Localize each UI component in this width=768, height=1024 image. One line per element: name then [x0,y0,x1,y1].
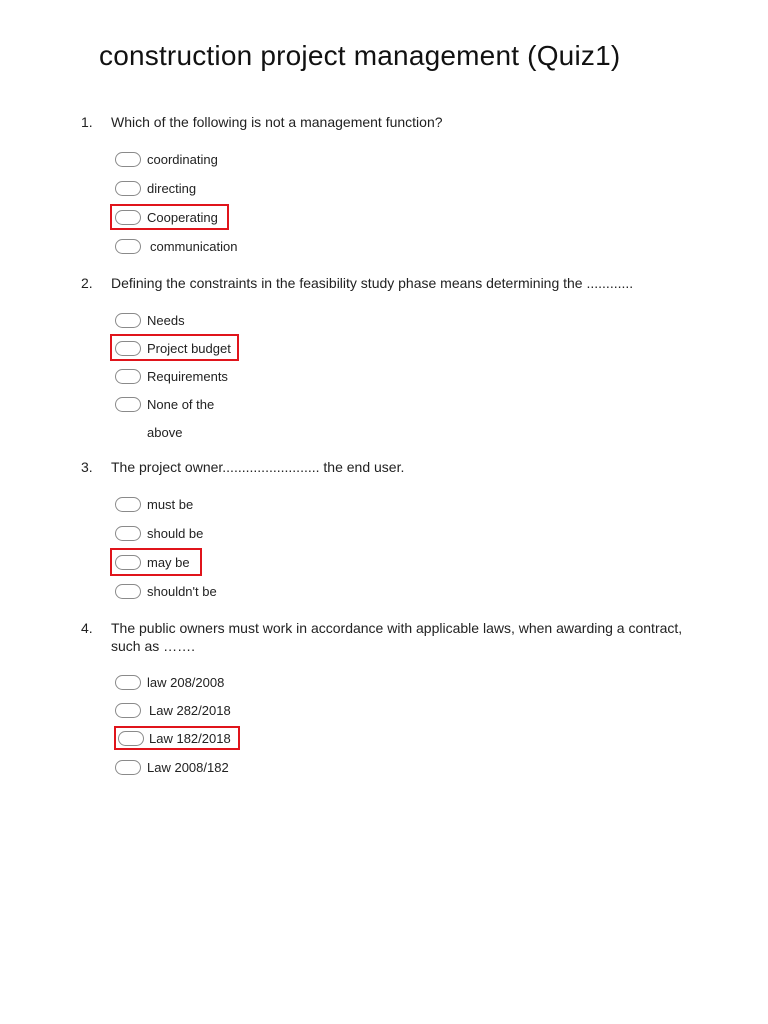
radio-button[interactable] [115,181,141,196]
radio-button[interactable] [115,675,141,690]
option-law-282-2018[interactable] [115,701,231,719]
question-number: 1. [81,114,93,130]
radio-button[interactable] [115,397,141,412]
question-text: The project owner......................... the end user. [111,459,405,475]
option-label-continuation: above [147,424,183,440]
option-law-208-2008[interactable] [115,673,224,691]
option-label: Law 182/2018 [149,730,231,746]
option-label: Cooperating [147,209,218,225]
radio-button[interactable] [115,239,141,254]
radio-button[interactable] [115,703,141,718]
option-label: must be [147,496,194,512]
option-label: None of the [147,396,215,412]
question-text: The public owners must work in accordance with applicable laws, when awarding a contract, such as ……. [111,620,683,654]
option-label: Law 2008/182 [147,759,229,775]
answer-highlight-box [110,204,229,230]
option-label: coordinating [147,151,218,167]
option-label: law 208/2008 [147,674,225,690]
page-title: construction project management (Quiz1) [99,40,621,71]
question-number: 4. [81,620,93,636]
option-none-of-the-above[interactable] [115,395,214,413]
radio-button[interactable] [115,313,141,328]
answer-highlight-box [114,726,240,750]
question-number: 2. [81,275,93,291]
option-coordinating[interactable] [115,150,218,168]
question-number: 3. [81,459,93,475]
option-communication[interactable] [115,237,237,255]
option-shouldnt-be[interactable] [115,582,217,600]
option-requirements[interactable] [115,367,228,385]
option-label: shouldn't be [147,583,217,599]
radio-button[interactable] [115,760,141,775]
option-label: Law 282/2018 [149,702,231,718]
option-label: may be [147,554,190,570]
radio-button[interactable] [115,526,141,541]
answer-highlight-box [110,548,202,576]
answer-highlight-box [110,334,239,361]
question-text: Defining the constraints in the feasibility study phase means determining the ............ [111,275,634,291]
option-label: should be [147,525,204,541]
radio-button[interactable] [115,584,141,599]
option-needs[interactable] [115,311,185,329]
option-label: Requirements [147,368,228,384]
question-text: Which of the following is not a management function? [111,114,443,130]
option-label: Project budget [147,340,231,356]
option-law-2008-182[interactable] [115,758,229,776]
option-should-be[interactable] [115,524,203,542]
option-label: Needs [147,312,185,328]
option-must-be[interactable] [115,495,193,513]
option-label: directing [147,180,197,196]
radio-button[interactable] [115,369,141,384]
radio-button[interactable] [115,152,141,167]
option-directing[interactable] [115,179,196,197]
radio-button[interactable] [115,497,141,512]
option-label: communication [150,238,238,254]
